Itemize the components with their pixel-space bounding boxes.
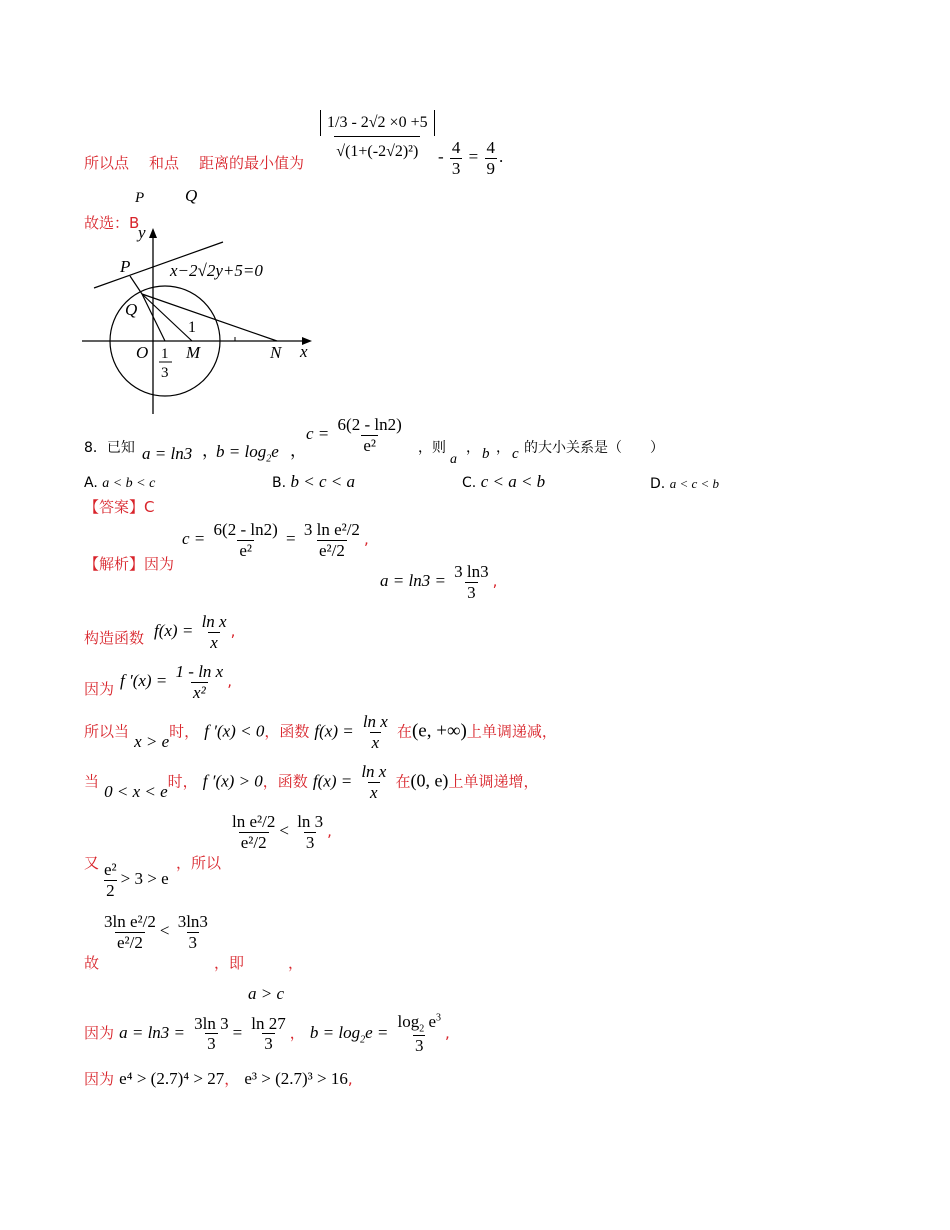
analysis-line4: 当 0 < x < e时， f ′(x) > 0，函数 f(x) = $\frac{\text{ln x}}{x}$ 在(0, e)上单调递增， [84,762,539,802]
choice-line: 故选：B [84,214,140,232]
option-b: B. b < c < a [272,472,356,491]
distance-fraction [318,110,437,162]
analysis-line7: 因为 a = ln3 = $\frac{3\ln 3}{3}$ = $\frac{\ln 27}{3}$ ， $b = \log_2e$ = $\frac{\log_2 e^3}{3}$ , [84,1012,450,1055]
geometry-diagram [80,222,320,417]
diagram-line-label: x−2√2y+5=0 [170,261,263,280]
diagram-frac-den: 3 [161,365,169,381]
segment-pq [130,276,142,294]
analysis-a-expr: a = ln3 = $\frac{3 \ln 3}{3}$ , [380,562,498,602]
segment-qm [142,294,192,341]
q8-c-def: c = $\frac{6(2 - \ln 2)}{\text{e²}}$ [306,415,402,455]
analysis-fx: f(x) = $\frac{\text{ln x}}{x}$ , [154,612,236,652]
analysis-line2: 因为 [84,680,115,698]
option-d: D. a < c < b [650,476,720,492]
q8-number: 8．已知 [84,440,135,456]
option-a: A. a < b < c [84,475,156,491]
q8-a-def: a = ln3 [142,444,193,463]
q8-b-def: $b = \log_2e$ [216,442,279,465]
distance-numerator: 1/3 - 2√2 ×0 +5 [320,110,435,136]
diagram-o-label: O [136,343,149,362]
q8-relation: 的大小关系是（ ） [524,440,664,456]
dist-intro: 所以点 和点 距离的最小值为 [84,154,305,172]
diagram-q-label: Q [125,300,138,319]
diagram-p-label: P [120,257,131,276]
segment-qn [142,294,277,341]
diagram-m-label: M [186,343,201,362]
analysis-line1: 构造函数 [84,629,145,647]
diagram-n-label: N [270,343,282,362]
analysis-line3: 所以当 x > e时， f ′(x) < 0，函数 f(x) = $\frac{\text{ln x}}{x}$ 在(e, +∞)上单调递减， [84,712,557,752]
option-c: C. c < a < b [462,472,546,491]
distance-result: - $\frac{4}{3}$ = $\frac{4}{9}$ . [438,138,504,178]
q8-then: ，则 [418,440,446,456]
y-axis-arrow [149,228,157,238]
analysis-line6-result: a > c [248,984,285,1003]
diagram-y-label: y [138,223,146,242]
analysis-c-expr: c = $\frac{6(2 - \ln 2)}{\text{e²}}$ = $\frac{\text{3 ln e²/2}}{\text{e²/2}}$ , [182,520,369,560]
analysis-line6-gu: 故 [84,954,100,972]
q8-comma-4: ， [496,440,510,456]
analysis-line6-cmp: $\frac{\text{3ln e²/2}}{\text{e²/2}}$ < $\frac{3\ln 3}{3}$ [104,912,208,952]
analysis-line5-cmp: $\frac{\text{ln e²/2}}{\text{e²/2}}$ < $\frac{\ln 3}{3}$ , [232,812,332,852]
analysis-line5-so: ，所以 [176,854,222,872]
analysis-line6-comma: ， [288,954,304,972]
q8-var-b: b [482,446,490,462]
answer-label: 【答案】C [84,498,155,516]
analysis-line5-ineq: $\frac{\text{e²}}{2}$ > 3 > e [104,860,169,900]
distance-denominator: √(1+(-2√2)²) [334,136,420,161]
q8-comma-2: ， [290,441,307,460]
diagram-one-label: 1 [188,319,196,336]
analysis-line6-ji: ，即 [214,954,245,972]
point-p-label: P [135,190,145,206]
analysis-fpx: f ′(x) = $\frac{\text{1 - ln x}}{\text{x²}}$ , [120,662,232,702]
q8-comma-3: ， [466,440,480,456]
q8-var-c: c [512,446,519,462]
q8-var-a: a [450,452,457,467]
q8-comma-1: ， [202,441,219,460]
analysis-line8: 因为 e⁴ > (2.7)⁴ > 27， e³ > (2.7)³ > 16, [84,1069,353,1088]
analysis-head: 【解析】因为 [84,555,175,573]
analysis-line5-you: 又 [84,854,100,872]
point-q-label: Q [185,186,198,205]
diagram-x-label: x [300,342,308,361]
diagram-frac-num: 1 [161,346,169,362]
